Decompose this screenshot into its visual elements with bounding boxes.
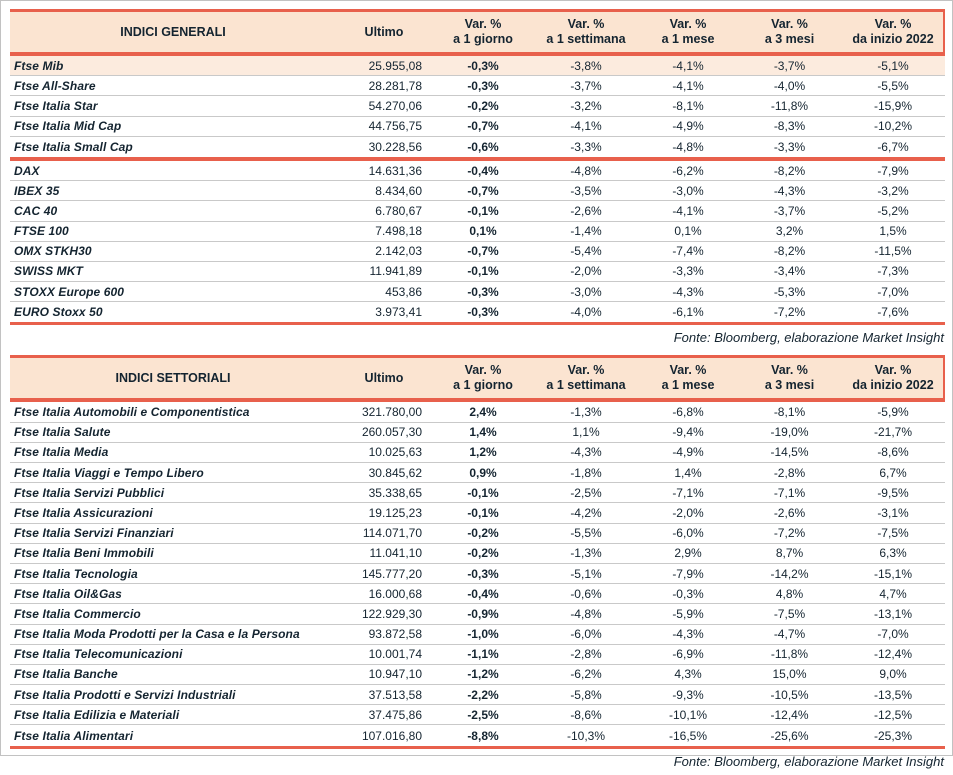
indici-generali-table (10, 9, 945, 325)
column-header-line1: Var. % (567, 363, 605, 378)
row-pct-ytd: 4,7% (879, 586, 907, 601)
row-pct-1m: -3,3% (672, 264, 704, 279)
row-pct-1d: -0,7% (467, 183, 499, 198)
column-header-line2: a 1 giorno (453, 378, 513, 393)
row-pct-1w: -5,1% (570, 566, 602, 581)
row-ultimo: 30.845,62 (368, 465, 422, 480)
row-ultimo: 2.142,03 (375, 244, 422, 259)
row-pct-1w: -1,8% (570, 465, 602, 480)
row-label: Ftse Italia Commercio (14, 606, 141, 621)
index-row (10, 423, 945, 443)
index-row (10, 282, 945, 302)
row-ultimo: 11.041,10 (369, 546, 422, 561)
row-pct-3m: -8,2% (773, 244, 806, 259)
index-row (10, 625, 945, 645)
column-header-line1: Var. % (874, 17, 912, 31)
row-ultimo: 260.057,30 (361, 425, 422, 440)
row-ultimo: 321.780,00 (361, 405, 422, 420)
row-pct-1w: -4,8% (570, 163, 602, 178)
row-label: Ftse Italia Small Cap (14, 139, 133, 154)
row-pct-3m: -2,8% (773, 465, 806, 480)
row-pct-1d: -0,1% (467, 203, 499, 218)
row-pct-1m: -4,9% (672, 119, 704, 134)
row-pct-ytd: 9,0% (879, 667, 907, 682)
row-label: SWISS MKT (14, 264, 83, 279)
row-pct-3m: -3,7% (773, 58, 806, 73)
row-pct-1w: -4,3% (570, 445, 602, 460)
row-pct-1m: -7,9% (672, 566, 704, 581)
row-pct-1m: -9,3% (672, 687, 704, 702)
row-label: Ftse Italia Star (14, 98, 98, 113)
row-pct-ytd: -7,0% (877, 284, 909, 299)
row-pct-1w: -2,8% (570, 647, 602, 662)
index-row (10, 262, 945, 282)
index-row (10, 483, 945, 503)
row-label: Ftse Italia Edilizia e Materiali (14, 707, 180, 722)
row-pct-1d: -0,3% (467, 566, 499, 581)
row-pct-1w: -10,3% (566, 728, 606, 743)
row-pct-1m: -6,9% (672, 647, 704, 662)
row-pct-3m: -4,3% (773, 183, 806, 198)
column-header-var-1-settimana (534, 12, 638, 52)
row-label: Ftse Italia Prodotti e Servizi Industriali (14, 687, 236, 702)
row-label: OMX STKH30 (14, 244, 92, 259)
row-pct-ytd: -13,5% (873, 687, 913, 702)
row-pct-1m: -16,5% (668, 728, 708, 743)
row-label: EURO Stoxx 50 (14, 305, 103, 320)
index-row (10, 161, 945, 181)
row-ultimo: 114.071,70 (362, 526, 422, 541)
row-label: FTSE 100 (14, 224, 69, 239)
row-pct-1m: -4,1% (672, 78, 704, 93)
row-label: Ftse Italia Automobili e Componentistica (14, 405, 250, 420)
row-pct-ytd: 6,7% (879, 465, 907, 480)
row-pct-1d: -1,2% (467, 667, 499, 682)
row-pct-1w: -5,4% (570, 244, 602, 259)
row-pct-1w: -3,3% (570, 139, 602, 154)
column-header-line2: da inizio 2022 (852, 32, 934, 46)
row-ultimo: 19.125,23 (368, 505, 422, 520)
row-pct-1m: -4,3% (672, 627, 704, 642)
row-ultimo: 93.872,58 (368, 627, 422, 642)
row-pct-1d: -0,2% (467, 98, 499, 113)
row-pct-1w: -4,8% (570, 606, 602, 621)
row-pct-ytd: -7,3% (877, 264, 909, 279)
row-pct-1m: -6,0% (672, 526, 704, 541)
row-pct-1w: -8,6% (570, 707, 602, 722)
row-ultimo: 10.947,10 (368, 667, 422, 682)
row-pct-1d: -1,0% (467, 627, 499, 642)
row-ultimo: 37.475,86 (368, 707, 422, 722)
report-page (1, 1, 952, 775)
row-pct-ytd: -25,3% (873, 728, 913, 743)
row-pct-1m: -7,4% (672, 244, 704, 259)
row-label: Ftse All-Share (14, 78, 96, 93)
row-pct-3m: 4,8% (775, 586, 804, 601)
column-header-ultimo: Ultimo (364, 24, 404, 39)
row-label: Ftse Italia Moda Prodotti per la Casa e la Persona (14, 627, 300, 642)
column-header-ultimo: Ultimo (364, 370, 404, 385)
column-header-line2: a 1 giorno (453, 32, 513, 46)
index-row (10, 56, 945, 76)
row-pct-1m: -10,1% (668, 707, 708, 722)
row-pct-1w: -3,0% (570, 284, 602, 299)
row-pct-3m: 3,2% (775, 224, 804, 239)
column-header-line1: Var. % (771, 17, 808, 31)
index-row (10, 564, 945, 584)
row-pct-3m: -11,8% (770, 98, 809, 113)
row-pct-ytd: -12,4% (873, 647, 913, 662)
column-header-var-da-inizio-2022 (841, 12, 945, 52)
row-pct-ytd: -8,6% (877, 445, 909, 460)
column-header-line1: Var. % (771, 363, 808, 378)
row-pct-ytd: -3,2% (877, 183, 909, 198)
index-row (10, 705, 945, 725)
row-pct-1d: -0,7% (467, 244, 499, 259)
row-ultimo: 54.270,06 (368, 98, 422, 113)
row-pct-ytd: -12,5% (873, 707, 913, 722)
row-pct-1d: -0,3% (467, 58, 499, 73)
row-pct-3m: -8,3% (773, 119, 806, 134)
row-pct-3m: -19,0% (770, 425, 809, 440)
row-pct-3m: -7,1% (773, 485, 806, 500)
row-pct-ytd: -5,5% (877, 78, 909, 93)
row-pct-1m: -3,0% (672, 183, 704, 198)
row-label: Ftse Italia Banche (14, 667, 118, 682)
row-pct-1d: -0,3% (467, 284, 499, 299)
column-header-var-1-mese (638, 358, 738, 398)
row-pct-ytd: -15,1% (873, 566, 913, 581)
row-pct-1w: -4,2% (570, 505, 602, 520)
row-ultimo: 30.228,56 (368, 139, 422, 154)
index-row (10, 402, 945, 422)
row-pct-ytd: -9,5% (877, 485, 909, 500)
indici-generali-rows (10, 56, 945, 322)
column-header-var-1-giorno (432, 358, 534, 398)
row-label: DAX (14, 163, 40, 178)
row-ultimo: 44.756,75 (368, 119, 422, 134)
row-pct-3m: -12,4% (770, 707, 809, 722)
row-pct-1w: -3,2% (570, 98, 602, 113)
row-pct-3m: -3,4% (773, 264, 806, 279)
index-row (10, 725, 945, 745)
row-pct-1d: 1,2% (469, 445, 497, 460)
row-ultimo: 8.434,60 (375, 183, 422, 198)
column-header-var-1-mese (638, 12, 738, 52)
row-pct-1m: -4,8% (672, 139, 704, 154)
index-row (10, 463, 945, 483)
index-row (10, 222, 945, 242)
row-pct-ytd: -11,5% (874, 244, 912, 259)
index-row (10, 96, 945, 116)
row-pct-1d: -0,6% (467, 139, 499, 154)
row-pct-ytd: -5,9% (877, 405, 909, 420)
row-ultimo: 3.973,41 (375, 305, 422, 320)
row-pct-1w: -2,0% (570, 264, 602, 279)
row-pct-1m: -6,2% (672, 163, 704, 178)
column-header-var-3-mesi (738, 12, 841, 52)
row-pct-1w: -6,0% (570, 627, 602, 642)
row-label: CAC 40 (14, 203, 58, 218)
row-pct-1d: -0,9% (467, 606, 499, 621)
row-ultimo: 14.631,36 (368, 163, 422, 178)
row-pct-ytd: 1,5% (879, 224, 907, 239)
row-pct-1m: -4,1% (672, 203, 704, 218)
row-pct-1m: 4,3% (674, 667, 702, 682)
row-label: Ftse Italia Servizi Pubblici (14, 485, 165, 500)
column-header-line2: a 1 mese (661, 32, 715, 46)
index-row (10, 181, 945, 201)
row-pct-1d: -8,8% (467, 728, 499, 743)
column-header-line1: Var. % (464, 17, 502, 31)
row-pct-1d: -0,1% (467, 505, 499, 520)
row-pct-1w: -1,3% (570, 405, 602, 420)
table-title: INDICI GENERALI (120, 24, 226, 39)
row-pct-3m: -25,6% (770, 728, 809, 743)
column-header-line2: a 1 mese (661, 378, 715, 393)
row-pct-3m: -14,2% (770, 566, 809, 581)
row-ultimo: 7.498,18 (375, 224, 422, 239)
row-pct-1w: -5,5% (570, 526, 602, 541)
row-pct-1m: -5,9% (672, 606, 704, 621)
row-pct-1w: -2,5% (570, 485, 602, 500)
row-label: Ftse Italia Tecnologia (14, 566, 138, 581)
row-pct-1w: 1,1% (572, 425, 600, 440)
row-pct-1d: -0,2% (467, 526, 499, 541)
row-pct-3m: -3,3% (773, 139, 806, 154)
row-pct-1d: 0,1% (469, 224, 497, 239)
row-pct-1m: -8,1% (672, 98, 704, 113)
row-pct-1w: -3,8% (570, 58, 602, 73)
row-pct-3m: 8,7% (775, 546, 804, 561)
row-pct-1d: 1,4% (469, 425, 497, 440)
index-row (10, 524, 945, 544)
row-ultimo: 16.000,68 (368, 586, 422, 601)
row-pct-1w: -3,5% (570, 183, 602, 198)
row-pct-1w: -2,6% (570, 203, 602, 218)
row-label: Ftse Italia Telecomunicazioni (14, 647, 183, 662)
row-ultimo: 10.025,63 (368, 445, 422, 460)
row-pct-3m: -10,5% (770, 687, 809, 702)
row-label: Ftse Italia Assicurazioni (14, 505, 153, 520)
row-pct-3m: -11,8% (770, 647, 809, 662)
index-row (10, 544, 945, 564)
row-pct-1m: -2,0% (672, 505, 704, 520)
row-pct-ytd: -13,1% (873, 606, 913, 621)
index-row (10, 604, 945, 624)
row-pct-ytd: -7,0% (877, 627, 909, 642)
row-pct-ytd: -21,7% (873, 425, 913, 440)
index-row (10, 685, 945, 705)
row-pct-3m: 15,0% (772, 667, 807, 682)
row-pct-1m: -0,3% (672, 586, 704, 601)
column-header-line1: Var. % (669, 17, 707, 31)
row-label: Ftse Italia Media (14, 445, 109, 460)
row-pct-ytd: 6,3% (879, 546, 907, 561)
row-ultimo: 6.780,67 (375, 203, 422, 218)
row-ultimo: 37.513,58 (368, 687, 422, 702)
row-pct-ytd: -7,9% (877, 163, 909, 178)
row-pct-ytd: -3,1% (877, 505, 909, 520)
column-header-line1: Var. % (874, 363, 912, 378)
row-pct-1d: -0,3% (467, 78, 499, 93)
row-ultimo: 10.001,74 (368, 647, 422, 662)
row-ultimo: 28.281,78 (368, 78, 422, 93)
column-header-line1: Var. % (464, 363, 502, 378)
row-pct-ytd: -10,2% (873, 119, 913, 134)
row-pct-ytd: -7,5% (877, 526, 909, 541)
column-header-line1: Var. % (669, 363, 707, 378)
indici-settoriali-rows (10, 402, 945, 745)
row-pct-3m: -7,5% (773, 606, 806, 621)
row-pct-ytd: -7,6% (877, 305, 909, 320)
row-pct-1m: -7,1% (672, 485, 704, 500)
row-pct-3m: -14,5% (770, 445, 809, 460)
indici-settoriali-table (10, 355, 945, 748)
row-pct-ytd: -15,9% (873, 98, 913, 113)
row-pct-3m: -5,3% (773, 284, 806, 299)
column-header-line2: a 3 mesi (764, 32, 815, 46)
row-pct-1m: -6,8% (672, 405, 704, 420)
column-header-var-1-settimana (534, 358, 638, 398)
row-pct-1m: 0,1% (674, 224, 702, 239)
row-pct-1m: -4,9% (672, 445, 704, 460)
row-pct-3m: -7,2% (773, 305, 806, 320)
index-row (10, 201, 945, 221)
row-ultimo: 11.941,89 (369, 264, 422, 279)
column-header-var-da-inizio-2022 (841, 358, 945, 398)
column-header-var-3-mesi (738, 358, 841, 398)
row-pct-3m: -7,2% (773, 526, 806, 541)
indici-settoriali-header (10, 355, 945, 398)
row-pct-ytd: -5,1% (877, 58, 909, 73)
row-pct-3m: -8,2% (773, 163, 806, 178)
row-pct-1d: -2,2% (467, 687, 499, 702)
row-label: Ftse Mib (14, 58, 64, 73)
row-ultimo: 122.929,30 (361, 606, 422, 621)
row-pct-1m: -9,4% (672, 425, 704, 440)
row-pct-ytd: -5,2% (877, 203, 909, 218)
row-label: Ftse Italia Alimentari (14, 728, 134, 743)
row-pct-1w: -5,8% (570, 687, 602, 702)
row-pct-1d: -0,1% (467, 485, 499, 500)
row-label: IBEX 35 (14, 183, 60, 198)
row-pct-3m: -4,7% (773, 627, 806, 642)
row-pct-1w: -4,1% (570, 119, 602, 134)
row-label: STOXX Europe 600 (14, 284, 125, 299)
row-pct-1d: -0,4% (467, 586, 499, 601)
table-title: INDICI SETTORIALI (115, 370, 231, 385)
row-pct-1d: -2,5% (467, 707, 499, 722)
index-row (10, 584, 945, 604)
row-ultimo: 25.955,08 (368, 58, 422, 73)
index-row (10, 645, 945, 665)
indici-generali-header (10, 9, 945, 52)
row-pct-3m: -3,7% (773, 203, 806, 218)
row-pct-3m: -2,6% (773, 505, 806, 520)
index-row (10, 665, 945, 685)
row-label: Ftse Italia Salute (14, 425, 111, 440)
row-pct-1d: 2,4% (469, 405, 497, 420)
row-pct-1d: 0,9% (469, 465, 497, 480)
row-pct-1w: -4,0% (570, 305, 602, 320)
row-pct-1d: -1,1% (467, 647, 499, 662)
row-label: Ftse Italia Mid Cap (14, 119, 122, 134)
row-ultimo: 453,86 (385, 284, 422, 299)
row-pct-1d: -0,4% (467, 163, 499, 178)
row-pct-1d: -0,1% (467, 264, 499, 279)
column-header-line2: a 1 settimana (546, 378, 626, 393)
column-header-line2: a 1 settimana (546, 32, 626, 46)
row-pct-3m: -8,1% (773, 405, 806, 420)
index-row (10, 76, 945, 96)
row-pct-1d: -0,2% (467, 546, 499, 561)
source-note: Fonte: Bloomberg, elaborazione Market Insight (673, 753, 944, 769)
index-row (10, 302, 945, 322)
row-pct-1m: 1,4% (674, 465, 702, 480)
row-label: Ftse Italia Viaggi e Tempo Libero (14, 465, 204, 480)
row-pct-1w: -0,6% (570, 586, 602, 601)
row-pct-1w: -1,4% (570, 224, 602, 239)
row-pct-1m: -6,1% (672, 305, 704, 320)
source-note: Fonte: Bloomberg, elaborazione Market Insight (673, 330, 944, 346)
row-pct-1d: -0,3% (467, 305, 499, 320)
column-header-var-1-giorno (432, 12, 534, 52)
row-label: Ftse Italia Servizi Finanziari (14, 526, 174, 541)
column-header-line1: Var. % (567, 17, 605, 31)
index-row (10, 443, 945, 463)
index-row (10, 242, 945, 262)
row-pct-1d: -0,7% (467, 119, 499, 134)
row-ultimo: 107.016,80 (361, 728, 422, 743)
index-row (10, 137, 945, 157)
row-pct-1m: -4,3% (672, 284, 704, 299)
row-label: Ftse Italia Oil&Gas (14, 586, 122, 601)
row-label: Ftse Italia Beni Immobili (14, 546, 154, 561)
row-ultimo: 35.338,65 (368, 485, 422, 500)
column-header-line2: da inizio 2022 (852, 378, 934, 393)
column-header-line2: a 3 mesi (764, 378, 815, 393)
row-pct-ytd: -6,7% (877, 139, 909, 154)
row-pct-1w: -1,3% (570, 546, 602, 561)
row-pct-3m: -4,0% (773, 78, 806, 93)
row-pct-1w: -3,7% (570, 78, 602, 93)
row-pct-1m: -4,1% (672, 58, 704, 73)
row-ultimo: 145.777,20 (361, 566, 422, 581)
index-row (10, 503, 945, 523)
index-row (10, 117, 945, 137)
row-pct-1m: 2,9% (674, 546, 702, 561)
row-pct-1w: -6,2% (570, 667, 602, 682)
